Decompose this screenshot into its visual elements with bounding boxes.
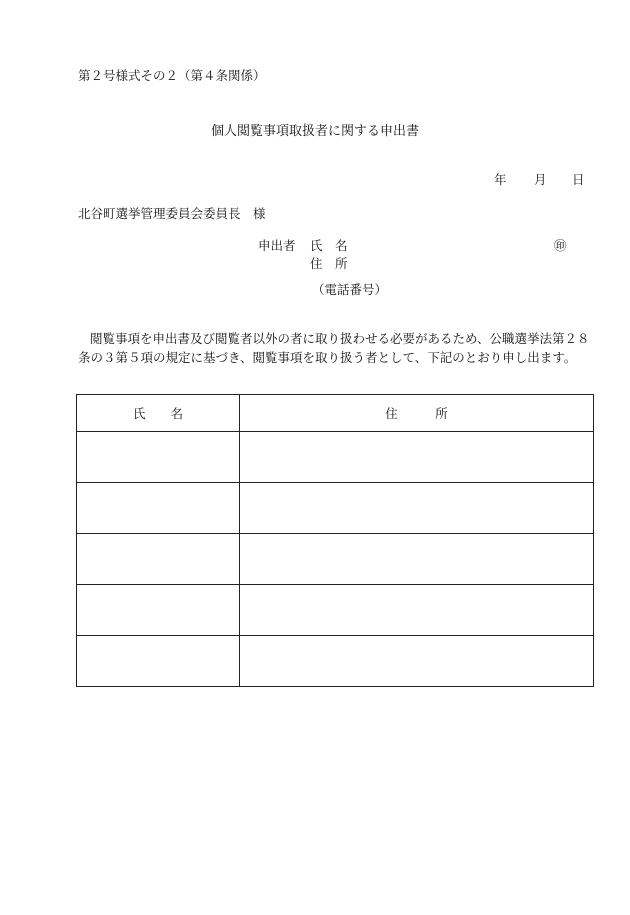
table-cell-name[interactable]: [77, 636, 240, 687]
table-cell-address[interactable]: [240, 534, 594, 585]
table-cell-name[interactable]: [77, 432, 240, 483]
table-header-address: 住 所: [240, 395, 594, 432]
table-cell-address[interactable]: [240, 585, 594, 636]
form-number: 第２号様式その２（第４条関係）: [78, 68, 266, 83]
table-header-name: 氏 名: [77, 395, 240, 432]
table-row: [77, 432, 594, 483]
handler-table: [76, 394, 594, 687]
document-title: 個人閲覧事項取扱者に関する申出書: [210, 124, 419, 139]
date-day-label: 日: [572, 172, 585, 187]
table-cell-address[interactable]: [240, 483, 594, 534]
date-month-label: 月: [534, 172, 547, 187]
table-row: [77, 636, 594, 687]
date-year-label: 年: [494, 172, 507, 187]
table-cell-address[interactable]: [240, 636, 594, 687]
table-row: [77, 534, 594, 585]
table-cell-address[interactable]: [240, 432, 594, 483]
addressee: 北谷町選挙管理委員会委員長 様: [78, 206, 266, 221]
seal-mark: ㊞: [554, 238, 567, 253]
table-header-row: [77, 395, 594, 432]
applicant-address-label: 住 所: [310, 256, 348, 271]
table-cell-name[interactable]: [77, 483, 240, 534]
applicant-phone-label: （電話番号）: [312, 282, 388, 297]
applicant-label: 申出者: [258, 238, 296, 253]
table-cell-name[interactable]: [77, 585, 240, 636]
table-row: [77, 483, 594, 534]
body-paragraph: 閲覧事項を申出書及び閲覧者以外の者に取り扱わせる必要があるため、公職選挙法第２８条の３第５項の規定に基づき、閲覧事項を取り扱う者として、下記のとおり申し出ます。: [78, 331, 590, 365]
table-cell-name[interactable]: [77, 534, 240, 585]
applicant-name-label: 氏 名: [310, 238, 348, 253]
table-row: [77, 585, 594, 636]
